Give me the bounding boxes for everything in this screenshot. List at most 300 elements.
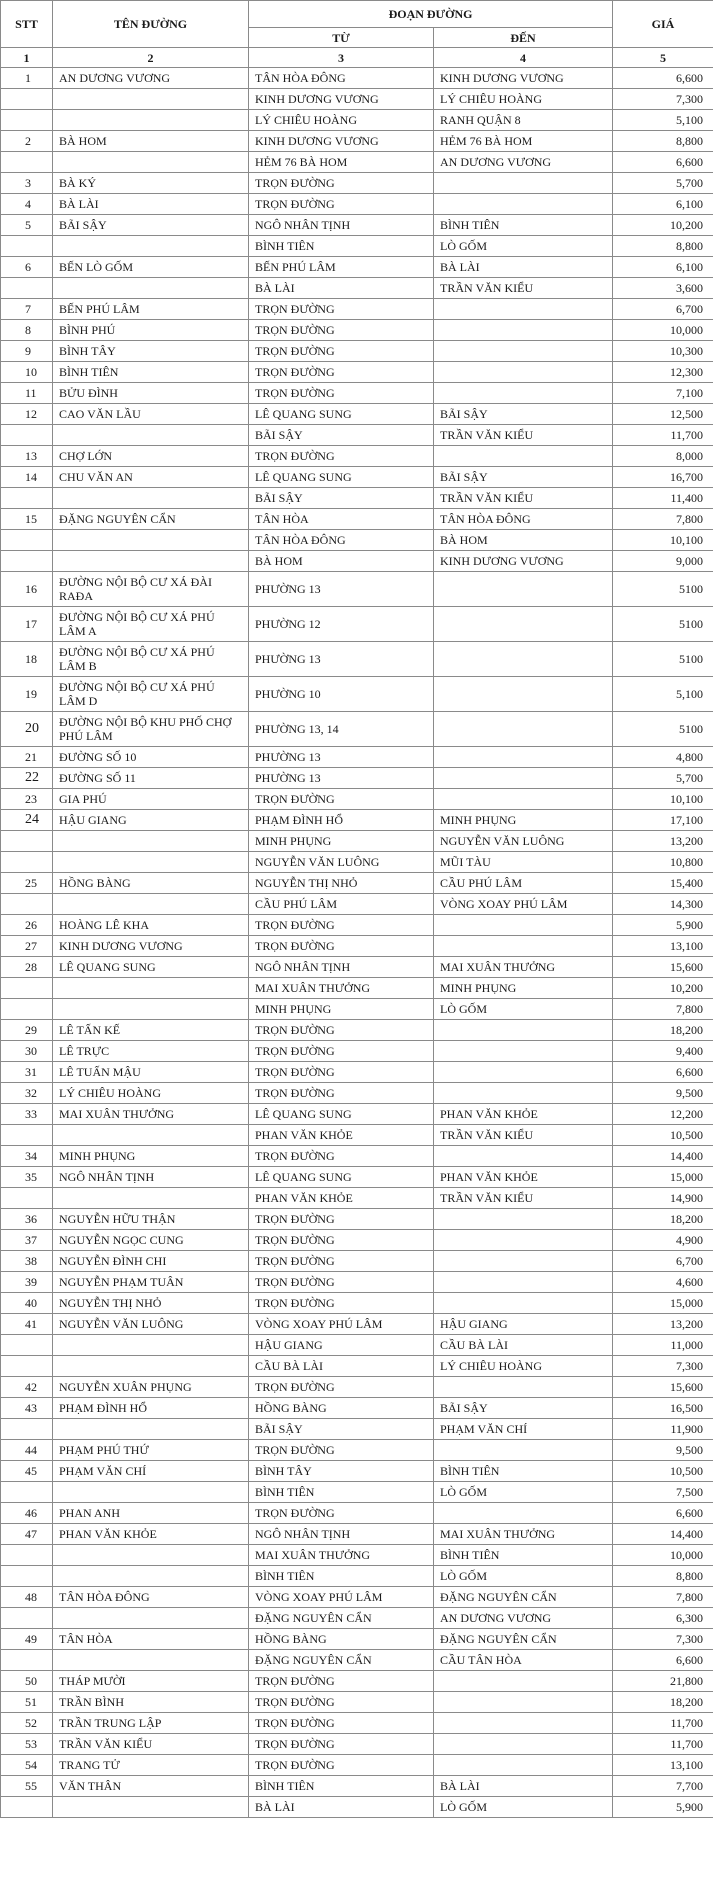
cell-to [434, 768, 613, 789]
cell-stt: 9 [1, 341, 53, 362]
cell-stt: 14 [1, 467, 53, 488]
table-row [1, 1230, 713, 1251]
table-row [1, 1776, 713, 1797]
cell-to [434, 446, 613, 467]
table-row [1, 1062, 713, 1083]
cell-street-name: MAI XUÂN THƯỞNG [53, 1104, 249, 1125]
table-row [1, 1083, 713, 1104]
cell-street-name [53, 236, 249, 257]
cell-from: CẦU BÀ LÀI [249, 1356, 434, 1377]
cell-street-name: ĐƯỜNG SỐ 11 [53, 768, 249, 789]
cell-to [434, 362, 613, 383]
cell-street-name: ĐƯỜNG NỘI BỘ CƯ XÁ ĐÀI RAĐA [53, 572, 249, 607]
cell-price: 10,300 [613, 341, 713, 362]
cell-to: AN DƯƠNG VƯƠNG [434, 1608, 613, 1629]
cell-from: TRỌN ĐƯỜNG [249, 1272, 434, 1293]
table-row [1, 299, 713, 320]
cell-street-name: GIA PHÚ [53, 789, 249, 810]
cell-from: TRỌN ĐƯỜNG [249, 1503, 434, 1524]
cell-stt: 31 [1, 1062, 53, 1083]
table-row [1, 425, 713, 446]
cell-to [434, 789, 613, 810]
cell-price: 8,800 [613, 236, 713, 257]
table-row [1, 530, 713, 551]
cell-price: 3,600 [613, 278, 713, 299]
cell-stt: 22 [1, 768, 53, 789]
table-row [1, 1167, 713, 1188]
cell-street-name [53, 1188, 249, 1209]
table-row [1, 1650, 713, 1671]
cell-from: HẺM 76 BÀ HOM [249, 152, 434, 173]
cell-from: BÌNH TIÊN [249, 1566, 434, 1587]
cell-price: 9,500 [613, 1083, 713, 1104]
cell-to: TRẦN VĂN KIỂU [434, 278, 613, 299]
cell-stt [1, 425, 53, 446]
table-row [1, 1398, 713, 1419]
cell-street-name [53, 278, 249, 299]
cell-stt: 17 [1, 607, 53, 642]
table-row [1, 1566, 713, 1587]
cell-price: 4,800 [613, 747, 713, 768]
cell-from: ĐẶNG NGUYÊN CẨN [249, 1650, 434, 1671]
cell-price: 11,000 [613, 1335, 713, 1356]
cell-to [434, 1440, 613, 1461]
cell-to: KINH DƯƠNG VƯƠNG [434, 68, 613, 89]
table-row [1, 404, 713, 425]
cell-from: BÌNH TIÊN [249, 1482, 434, 1503]
table-row [1, 1503, 713, 1524]
cell-stt: 8 [1, 320, 53, 341]
cell-street-name [53, 1608, 249, 1629]
cell-street-name: LÝ CHIÊU HOÀNG [53, 1083, 249, 1104]
cell-street-name [53, 1650, 249, 1671]
cell-from: NGUYỄN VĂN LUÔNG [249, 852, 434, 873]
cell-to: BÀ LÀI [434, 257, 613, 278]
cell-price: 10,100 [613, 789, 713, 810]
table-row [1, 1692, 713, 1713]
table-row [1, 1314, 713, 1335]
cell-stt [1, 1797, 53, 1818]
table-row [1, 1377, 713, 1398]
cell-street-name: BỬU ĐÌNH [53, 383, 249, 404]
table-row [1, 1104, 713, 1125]
table-row [1, 467, 713, 488]
table-row [1, 320, 713, 341]
cell-to: AN DƯƠNG VƯƠNG [434, 152, 613, 173]
cell-from: PHƯỜNG 13 [249, 642, 434, 677]
cell-street-name: TRẦN VĂN KIỂU [53, 1734, 249, 1755]
table-row [1, 194, 713, 215]
cell-to: BÃI SẬY [434, 404, 613, 425]
cell-stt: 19 [1, 677, 53, 712]
cell-to: BÌNH TIÊN [434, 1545, 613, 1566]
cell-street-name: NGUYỄN XUÂN PHỤNG [53, 1377, 249, 1398]
cell-price: 10,000 [613, 1545, 713, 1566]
cell-from: BÀ HOM [249, 551, 434, 572]
table-row [1, 446, 713, 467]
cell-price: 6,600 [613, 152, 713, 173]
header-gia: GIÁ [613, 1, 713, 48]
cell-to [434, 1377, 613, 1398]
cell-to: LÒ GỐM [434, 1566, 613, 1587]
cell-street-name: ĐƯỜNG SỐ 10 [53, 747, 249, 768]
table-row [1, 572, 713, 607]
cell-price: 13,100 [613, 1755, 713, 1776]
cell-stt [1, 530, 53, 551]
cell-price: 7,500 [613, 1482, 713, 1503]
cell-stt [1, 1545, 53, 1566]
cell-to: BÃI SẬY [434, 1398, 613, 1419]
cell-price: 15,600 [613, 957, 713, 978]
cell-stt: 37 [1, 1230, 53, 1251]
cell-to: MAI XUÂN THƯỞNG [434, 957, 613, 978]
cell-from: TRỌN ĐƯỜNG [249, 1230, 434, 1251]
table-row [1, 1713, 713, 1734]
table-row [1, 852, 713, 873]
table-row [1, 1251, 713, 1272]
header-doan-duong: ĐOẠN ĐƯỜNG [249, 1, 613, 28]
cell-street-name: ĐƯỜNG NỘI BỘ CƯ XÁ PHÚ LÂM A [53, 607, 249, 642]
cell-to: MAI XUÂN THƯỞNG [434, 1524, 613, 1545]
cell-from: TRỌN ĐƯỜNG [249, 1692, 434, 1713]
cell-stt: 40 [1, 1293, 53, 1314]
cell-stt [1, 89, 53, 110]
cell-street-name: ĐƯỜNG NỘI BỘ CƯ XÁ PHÚ LÂM B [53, 642, 249, 677]
cell-price: 14,900 [613, 1188, 713, 1209]
cell-from: PHƯỜNG 13 [249, 747, 434, 768]
cell-price: 6,700 [613, 1251, 713, 1272]
cell-from: TÂN HÒA [249, 509, 434, 530]
cell-street-name: NGUYỄN PHẠM TUÂN [53, 1272, 249, 1293]
cell-price: 10,200 [613, 215, 713, 236]
cell-street-name: BÀ LÀI [53, 194, 249, 215]
cell-price: 4,900 [613, 1230, 713, 1251]
table-row [1, 873, 713, 894]
table-row [1, 1440, 713, 1461]
cell-street-name: AN DƯƠNG VƯƠNG [53, 68, 249, 89]
cell-stt: 20 [1, 712, 53, 747]
cell-stt [1, 1419, 53, 1440]
cell-street-name: TÂN HÒA ĐÔNG [53, 1587, 249, 1608]
cell-street-name: NGUYỄN ĐÌNH CHI [53, 1251, 249, 1272]
table-row [1, 509, 713, 530]
cell-street-name: NGUYỄN HỮU THẬN [53, 1209, 249, 1230]
table-row [1, 341, 713, 362]
cell-from: BÌNH TÂY [249, 1461, 434, 1482]
table-row [1, 68, 713, 89]
table-row [1, 1755, 713, 1776]
cell-price: 9,000 [613, 551, 713, 572]
header-ten-duong: TÊN ĐƯỜNG [53, 1, 249, 48]
cell-from: TRỌN ĐƯỜNG [249, 1041, 434, 1062]
cell-street-name: NGÔ NHÂN TỊNH [53, 1167, 249, 1188]
table-row [1, 278, 713, 299]
cell-to: TÂN HÒA ĐÔNG [434, 509, 613, 530]
cell-from: TRỌN ĐƯỜNG [249, 1755, 434, 1776]
cell-from: TRỌN ĐƯỜNG [249, 1734, 434, 1755]
cell-from: TRỌN ĐƯỜNG [249, 1020, 434, 1041]
cell-price: 5,100 [613, 110, 713, 131]
cell-street-name [53, 1482, 249, 1503]
cell-price: 18,200 [613, 1692, 713, 1713]
table-body [1, 68, 713, 1818]
cell-to: CẦU PHÚ LÂM [434, 873, 613, 894]
cell-price: 18,200 [613, 1209, 713, 1230]
table-row [1, 831, 713, 852]
table-row [1, 215, 713, 236]
cell-price: 8,000 [613, 446, 713, 467]
cell-to [434, 1083, 613, 1104]
cell-stt: 16 [1, 572, 53, 607]
cell-from: TRỌN ĐƯỜNG [249, 383, 434, 404]
cell-price: 5100 [613, 607, 713, 642]
cell-to: CẦU BÀ LÀI [434, 1335, 613, 1356]
cell-to: LÒ GỐM [434, 236, 613, 257]
cell-stt: 2 [1, 131, 53, 152]
cell-from: TRỌN ĐƯỜNG [249, 299, 434, 320]
cell-stt: 3 [1, 173, 53, 194]
cell-from: TRỌN ĐƯỜNG [249, 1083, 434, 1104]
cell-price: 13,200 [613, 831, 713, 852]
cell-to [434, 1734, 613, 1755]
cell-from: VÒNG XOAY PHÚ LÂM [249, 1587, 434, 1608]
cell-stt [1, 152, 53, 173]
cell-street-name: KINH DƯƠNG VƯƠNG [53, 936, 249, 957]
header-col-number: 3 [249, 48, 434, 68]
cell-to [434, 1041, 613, 1062]
cell-stt [1, 831, 53, 852]
cell-from: BÃI SẬY [249, 1419, 434, 1440]
cell-stt: 23 [1, 789, 53, 810]
cell-stt: 4 [1, 194, 53, 215]
cell-street-name: BÌNH TÂY [53, 341, 249, 362]
cell-street-name: LÊ QUANG SUNG [53, 957, 249, 978]
cell-price: 10,000 [613, 320, 713, 341]
cell-from: BÃI SẬY [249, 425, 434, 446]
cell-from: CẦU PHÚ LÂM [249, 894, 434, 915]
cell-stt: 38 [1, 1251, 53, 1272]
cell-to [434, 607, 613, 642]
table-row [1, 1461, 713, 1482]
cell-stt [1, 110, 53, 131]
cell-stt [1, 999, 53, 1020]
table-row [1, 642, 713, 677]
table-row [1, 1524, 713, 1545]
table-row [1, 1797, 713, 1818]
cell-stt: 18 [1, 642, 53, 677]
cell-price: 17,100 [613, 810, 713, 831]
cell-street-name: CAO VĂN LẦU [53, 404, 249, 425]
cell-from: NGÔ NHÂN TỊNH [249, 957, 434, 978]
cell-stt [1, 894, 53, 915]
cell-price: 18,200 [613, 1020, 713, 1041]
cell-to [434, 1209, 613, 1230]
cell-to [434, 572, 613, 607]
cell-from: NGÔ NHÂN TỊNH [249, 1524, 434, 1545]
cell-stt: 11 [1, 383, 53, 404]
table-row [1, 810, 713, 831]
cell-to: BÌNH TIÊN [434, 1461, 613, 1482]
table-row [1, 383, 713, 404]
header-den: ĐẾN [434, 28, 613, 48]
cell-price: 7,800 [613, 1587, 713, 1608]
cell-price: 10,200 [613, 978, 713, 999]
cell-from: TRỌN ĐƯỜNG [249, 1251, 434, 1272]
cell-to [434, 173, 613, 194]
cell-to: TRẦN VĂN KIỂU [434, 1188, 613, 1209]
cell-from: ĐẶNG NGUYÊN CẨN [249, 1608, 434, 1629]
cell-stt: 7 [1, 299, 53, 320]
table-row [1, 110, 713, 131]
table-row [1, 1671, 713, 1692]
table-row [1, 1587, 713, 1608]
cell-street-name [53, 1125, 249, 1146]
cell-street-name: VĂN THÂN [53, 1776, 249, 1797]
cell-street-name [53, 852, 249, 873]
table-row [1, 1608, 713, 1629]
cell-price: 15,000 [613, 1167, 713, 1188]
cell-street-name [53, 1545, 249, 1566]
cell-to: BÃI SẬY [434, 467, 613, 488]
table-row [1, 236, 713, 257]
cell-stt: 51 [1, 1692, 53, 1713]
cell-from: LÝ CHIÊU HOÀNG [249, 110, 434, 131]
table-row [1, 1335, 713, 1356]
cell-street-name [53, 894, 249, 915]
cell-street-name: PHAN ANH [53, 1503, 249, 1524]
cell-to [434, 915, 613, 936]
cell-from: BÌNH TIÊN [249, 236, 434, 257]
cell-to: BÀ HOM [434, 530, 613, 551]
cell-street-name: PHAN VĂN KHỎE [53, 1524, 249, 1545]
cell-street-name: MINH PHỤNG [53, 1146, 249, 1167]
cell-price: 4,600 [613, 1272, 713, 1293]
cell-stt [1, 1650, 53, 1671]
cell-street-name: LÊ TUẤN MẬU [53, 1062, 249, 1083]
cell-stt: 44 [1, 1440, 53, 1461]
cell-street-name: NGUYỄN VĂN LUÔNG [53, 1314, 249, 1335]
cell-to [434, 747, 613, 768]
cell-price: 10,800 [613, 852, 713, 873]
cell-stt: 35 [1, 1167, 53, 1188]
cell-street-name: LÊ TẤN KẾ [53, 1020, 249, 1041]
cell-to [434, 1671, 613, 1692]
table-row [1, 1482, 713, 1503]
cell-to: PHAN VĂN KHỎE [434, 1167, 613, 1188]
cell-from: TRỌN ĐƯỜNG [249, 1209, 434, 1230]
cell-price: 11,700 [613, 1713, 713, 1734]
table-row [1, 978, 713, 999]
cell-to: CẦU TÂN HÒA [434, 1650, 613, 1671]
cell-from: TRỌN ĐƯỜNG [249, 1713, 434, 1734]
cell-price: 5,700 [613, 173, 713, 194]
cell-price: 8,800 [613, 131, 713, 152]
cell-price: 5100 [613, 572, 713, 607]
table-row [1, 362, 713, 383]
cell-price: 7,300 [613, 89, 713, 110]
cell-price: 7,100 [613, 383, 713, 404]
cell-from: TRỌN ĐƯỜNG [249, 320, 434, 341]
cell-stt [1, 236, 53, 257]
table-header [1, 1, 713, 68]
cell-to: LÝ CHIÊU HOÀNG [434, 89, 613, 110]
cell-from: NGUYỄN THỊ NHỎ [249, 873, 434, 894]
cell-from: BÌNH TIÊN [249, 1776, 434, 1797]
cell-to [434, 341, 613, 362]
cell-street-name: BÀ KÝ [53, 173, 249, 194]
table-row [1, 1272, 713, 1293]
table-row [1, 173, 713, 194]
cell-price: 5,900 [613, 915, 713, 936]
cell-stt: 42 [1, 1377, 53, 1398]
table-row [1, 152, 713, 173]
cell-price: 5100 [613, 642, 713, 677]
cell-stt: 27 [1, 936, 53, 957]
cell-street-name: PHẠM ĐÌNH HỔ [53, 1398, 249, 1419]
cell-stt: 6 [1, 257, 53, 278]
cell-from: TRỌN ĐƯỜNG [249, 1377, 434, 1398]
cell-price: 7,300 [613, 1629, 713, 1650]
cell-from: NGÔ NHÂN TỊNH [249, 215, 434, 236]
cell-street-name: ĐẶNG NGUYÊN CẨN [53, 509, 249, 530]
cell-to: MINH PHỤNG [434, 810, 613, 831]
table-row [1, 551, 713, 572]
cell-from: PHƯỜNG 13 [249, 768, 434, 789]
cell-street-name: THÁP MƯỜI [53, 1671, 249, 1692]
cell-stt [1, 852, 53, 873]
cell-to: RANH QUẬN 8 [434, 110, 613, 131]
table-row [1, 894, 713, 915]
cell-to: MINH PHỤNG [434, 978, 613, 999]
cell-street-name [53, 1566, 249, 1587]
cell-street-name: PHẠM VĂN CHÍ [53, 1461, 249, 1482]
cell-street-name [53, 530, 249, 551]
cell-stt [1, 488, 53, 509]
cell-from: LÊ QUANG SUNG [249, 467, 434, 488]
cell-to: TRẦN VĂN KIỂU [434, 1125, 613, 1146]
header-col-number: 2 [53, 48, 249, 68]
cell-street-name [53, 89, 249, 110]
cell-price: 11,700 [613, 425, 713, 446]
cell-street-name: CHỢ LỚN [53, 446, 249, 467]
cell-price: 14,400 [613, 1146, 713, 1167]
table-row [1, 936, 713, 957]
cell-street-name [53, 110, 249, 131]
cell-stt: 46 [1, 1503, 53, 1524]
cell-from: TRỌN ĐƯỜNG [249, 446, 434, 467]
cell-to [434, 1272, 613, 1293]
table-row [1, 677, 713, 712]
cell-price: 5,100 [613, 677, 713, 712]
cell-price: 7,700 [613, 1776, 713, 1797]
cell-to: BÀ LÀI [434, 1776, 613, 1797]
cell-stt: 5 [1, 215, 53, 236]
cell-to [434, 383, 613, 404]
cell-stt: 34 [1, 1146, 53, 1167]
cell-to [434, 1293, 613, 1314]
table-row [1, 747, 713, 768]
cell-stt: 1 [1, 68, 53, 89]
cell-from: BÀ LÀI [249, 278, 434, 299]
cell-stt: 47 [1, 1524, 53, 1545]
cell-street-name: TRANG TỬ [53, 1755, 249, 1776]
cell-stt [1, 551, 53, 572]
cell-to [434, 1503, 613, 1524]
cell-street-name [53, 1419, 249, 1440]
cell-price: 6,700 [613, 299, 713, 320]
cell-price: 6,600 [613, 1503, 713, 1524]
cell-stt: 15 [1, 509, 53, 530]
